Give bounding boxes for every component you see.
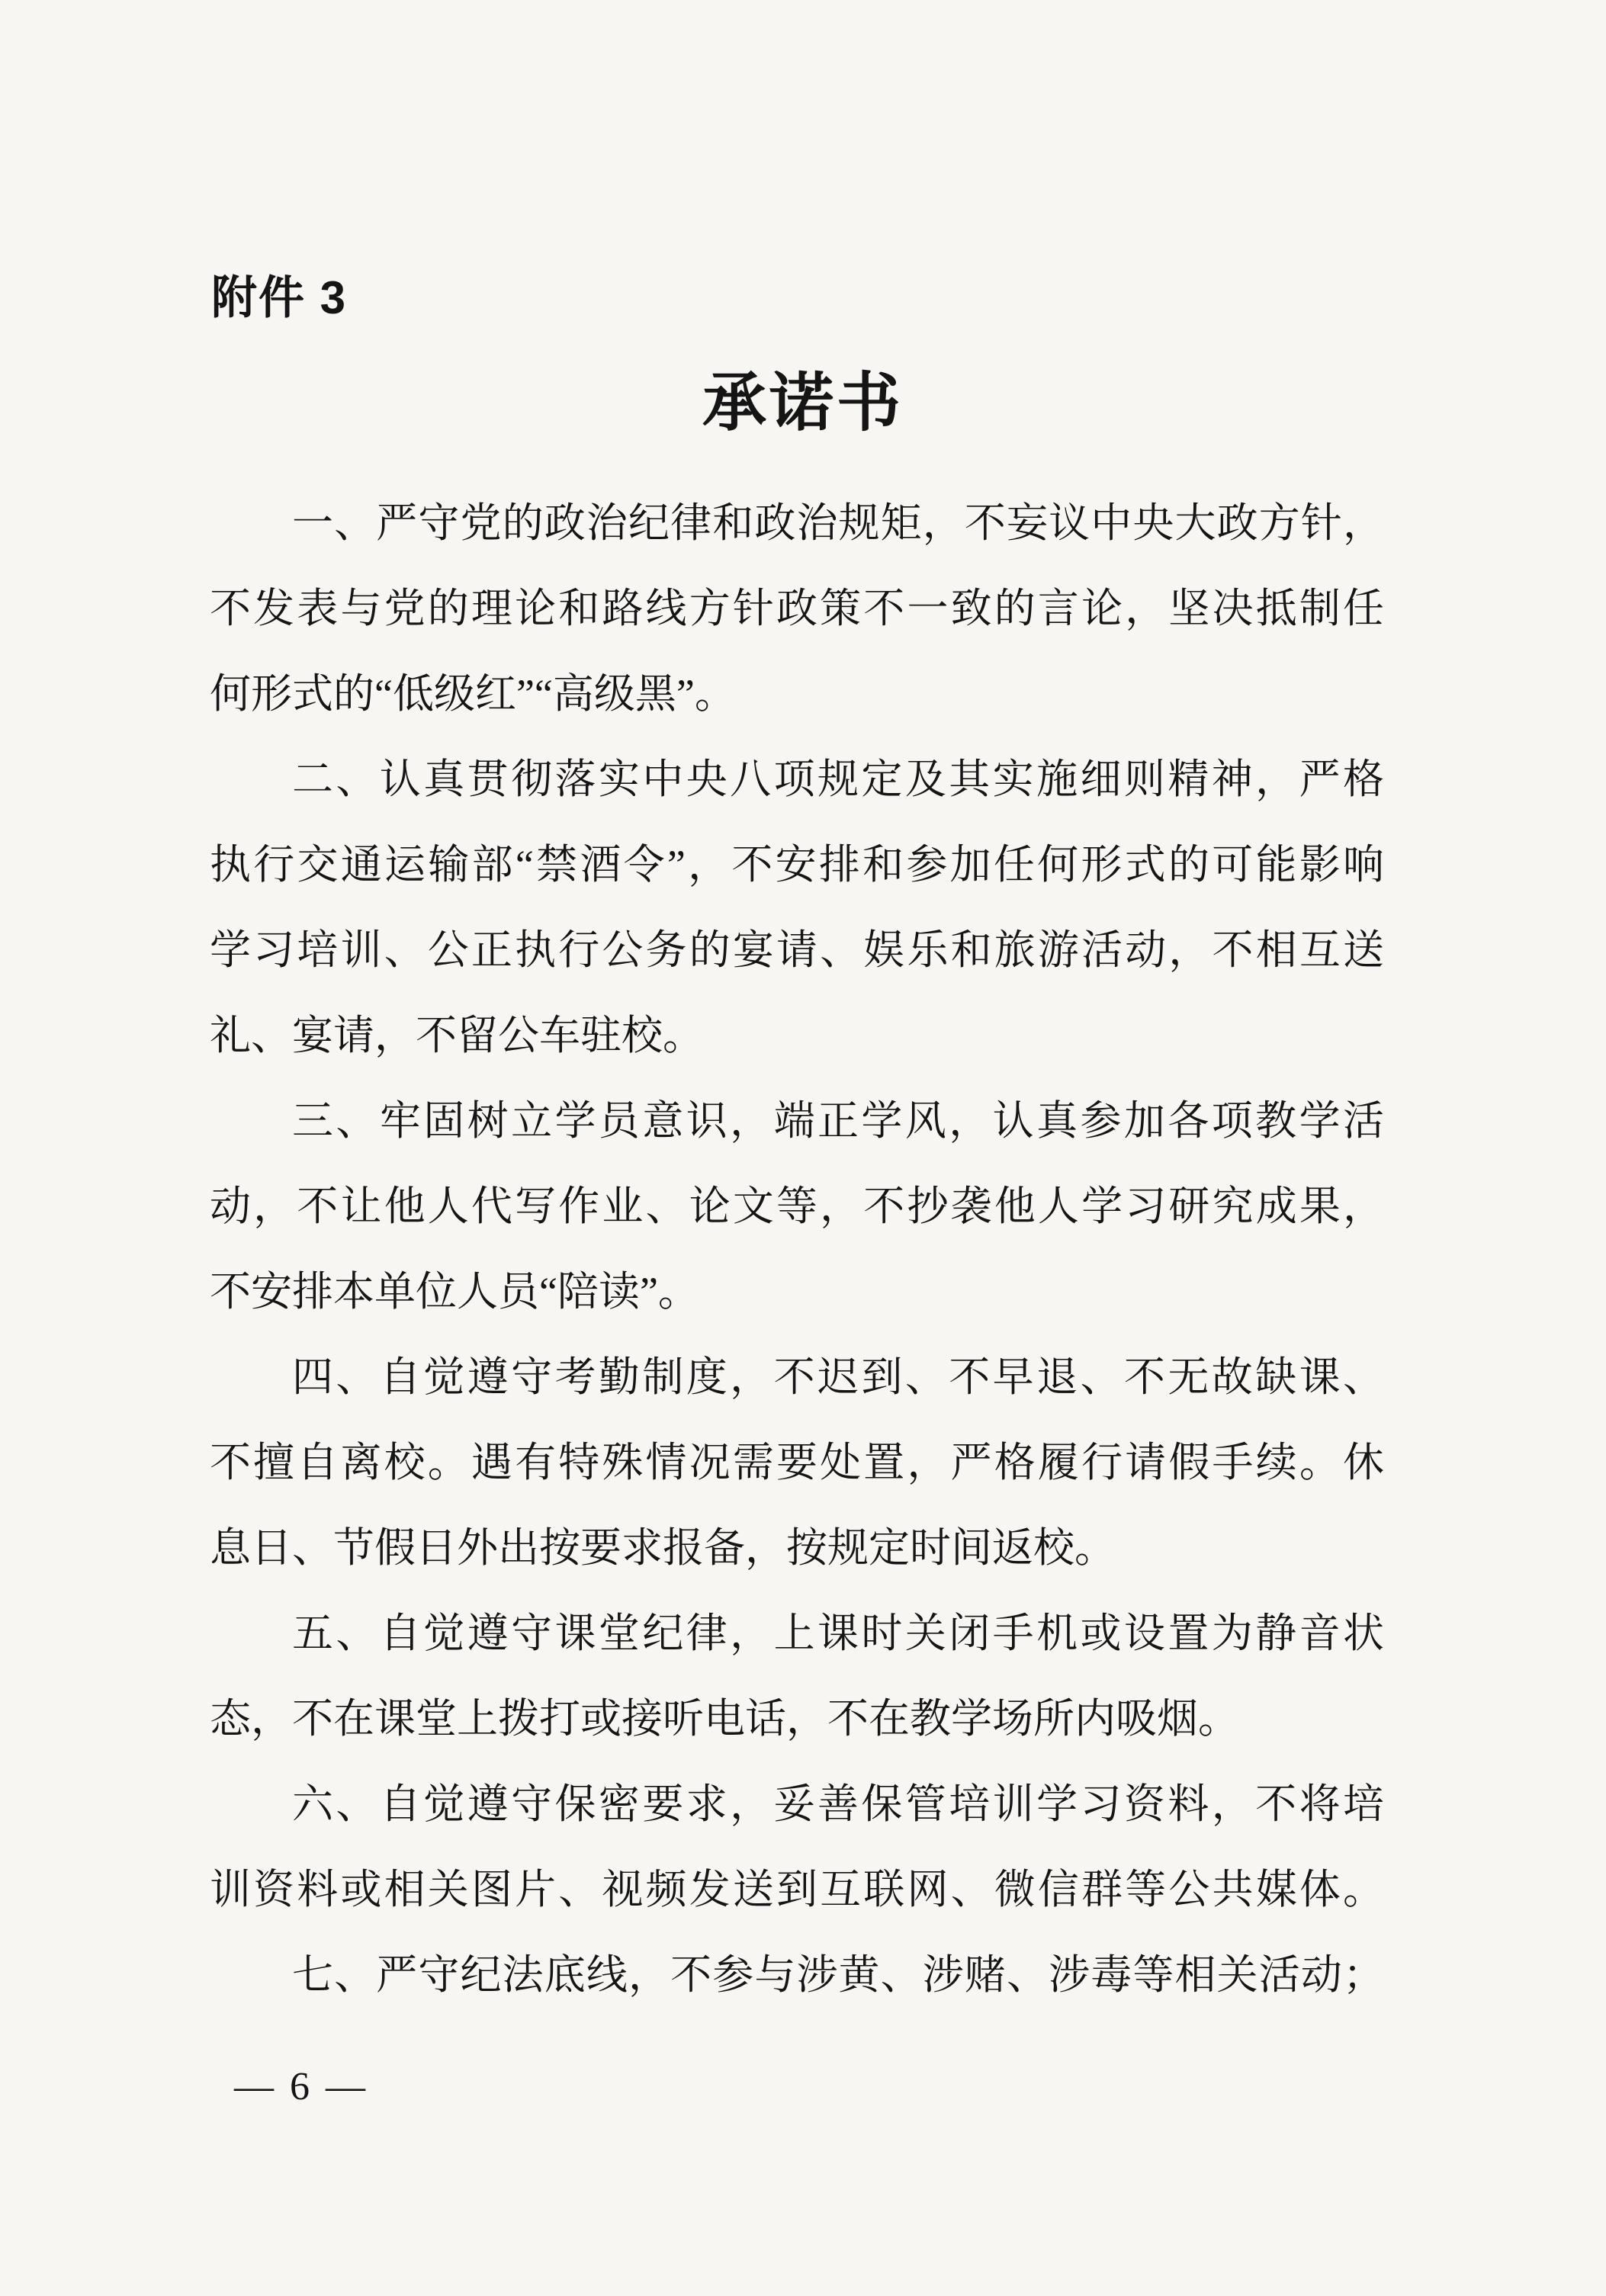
- body-line: 礼、宴请，不留公车驻校。: [210, 1013, 704, 1058]
- body-line: 四、自觉遵守考勤制度，不迟到、不早退、不无故缺课、: [292, 1354, 1384, 1400]
- document-title: 承诺书: [702, 368, 904, 439]
- body-line: 不擅自离校。遇有特殊情况需要处置，严格履行请假手续。休: [210, 1440, 1384, 1485]
- body-line: 不发表与党的理论和路线方针政策不一致的言论，坚决抵制任: [210, 586, 1384, 631]
- body-line: 训资料或相关图片、视频发送到互联网、微信群等公共媒体。: [210, 1867, 1384, 1912]
- attachment-label: 附件 3: [211, 272, 348, 323]
- body-line: 六、自觉遵守保密要求，妥善保管培训学习资料，不将培: [292, 1781, 1384, 1827]
- body-line: 息日、节假日外出按要求报备，按规定时间返校。: [210, 1525, 1116, 1571]
- body-line: 学习培训、公正执行公务的宴请、娱乐和旅游活动，不相互送: [210, 927, 1384, 973]
- body-line: 三、牢固树立学员意识，端正学风，认真参加各项教学活: [292, 1098, 1384, 1144]
- body-line: 二、认真贯彻落实中央八项规定及其实施细则精神，严格: [292, 756, 1384, 802]
- body-line: 一、严守党的政治纪律和政治规矩，不妄议中央大政方针，: [292, 500, 1384, 546]
- body-line: 何形式的“低级红”“高级黑”。: [210, 671, 736, 717]
- body-line: 态，不在课堂上拨打或接听电话，不在教学场所内吸烟。: [210, 1696, 1239, 1742]
- body-line: 不安排本单位人员“陪读”。: [210, 1269, 699, 1315]
- document-body: [210, 480, 1384, 2018]
- page-number: — 6 —: [234, 2065, 368, 2108]
- body-line: 动，不让他人代写作业、论文等，不抄袭他人学习研究成果，: [210, 1183, 1384, 1229]
- body-line: 七、严守纪法底线，不参与涉黄、涉赌、涉毒等相关活动；: [292, 1952, 1384, 1998]
- body-line: 五、自觉遵守课堂纪律，上课时关闭手机或设置为静音状: [292, 1610, 1384, 1656]
- body-line: 执行交通运输部“禁酒令”，不安排和参加任何形式的可能影响: [210, 842, 1384, 888]
